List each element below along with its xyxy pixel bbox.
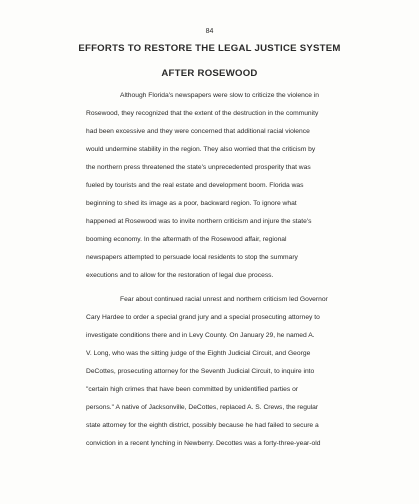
text-line: would undermine stability in the region. They also worried that the criticism by — [86, 146, 316, 153]
text-line: state attorney for the eighth district, possibly because he had failed to secure a — [86, 422, 319, 429]
text-line: conviction in a recent lynching in Newberry. Decottes was a forty-three-year-old — [86, 440, 321, 447]
text-line: booming economy. In the aftermath of the Rosewood affair, regional — [86, 236, 287, 243]
chapter-title-line-2: AFTER ROSEWOOD — [161, 68, 258, 79]
text-line: happened at Rosewood was to invite northern criticism and injure the state's — [86, 218, 312, 225]
page-number: 84 — [205, 28, 214, 35]
text-line: executions and to allow for the restoration of legal due process. — [86, 272, 274, 279]
text-line: the northern press threatened the state's unprecedented prosperity that was — [86, 164, 311, 171]
text-line: Fear about continued racial unrest and northern criticism led Governor — [120, 296, 328, 303]
chapter-title-line-1: EFFORTS TO RESTORE THE LEGAL JUSTICE SYSTEM — [78, 43, 341, 54]
text-line: fueled by tourists and the real estate and development boom. Florida was — [86, 182, 304, 189]
text-line: "certain high crimes that have been committed by unidentified parties or — [86, 386, 299, 393]
text-line: persons." A native of Jacksonville, DeCottes, replaced A. S. Crews, the regular — [86, 404, 319, 411]
text-line: V. Long, who was the sitting judge of the Eighth Judicial Circuit, and George — [86, 350, 311, 357]
text-line: investigate conditions there and in Levy County. On January 29, he named A. — [86, 332, 315, 339]
text-line: Rosewood, they recognized that the extent of the destruction in the community — [86, 110, 319, 117]
text-line: Although Florida's newspapers were slow to criticize the violence in — [120, 92, 320, 99]
text-line: Cary Hardee to order a special grand jury and a special prosecuting attorney to — [86, 314, 320, 321]
text-line: newspapers attempted to persuade local residents to stop the summary — [86, 254, 298, 261]
text-line: had been excessive and they were concerned that additional racial violence — [86, 128, 310, 135]
text-line: DeCottes, prosecuting attorney for the Seventh Judicial Circuit, to inquire into — [86, 368, 315, 375]
text-line: beginning to shed its image as a poor, backward region. To ignore what — [86, 200, 297, 207]
